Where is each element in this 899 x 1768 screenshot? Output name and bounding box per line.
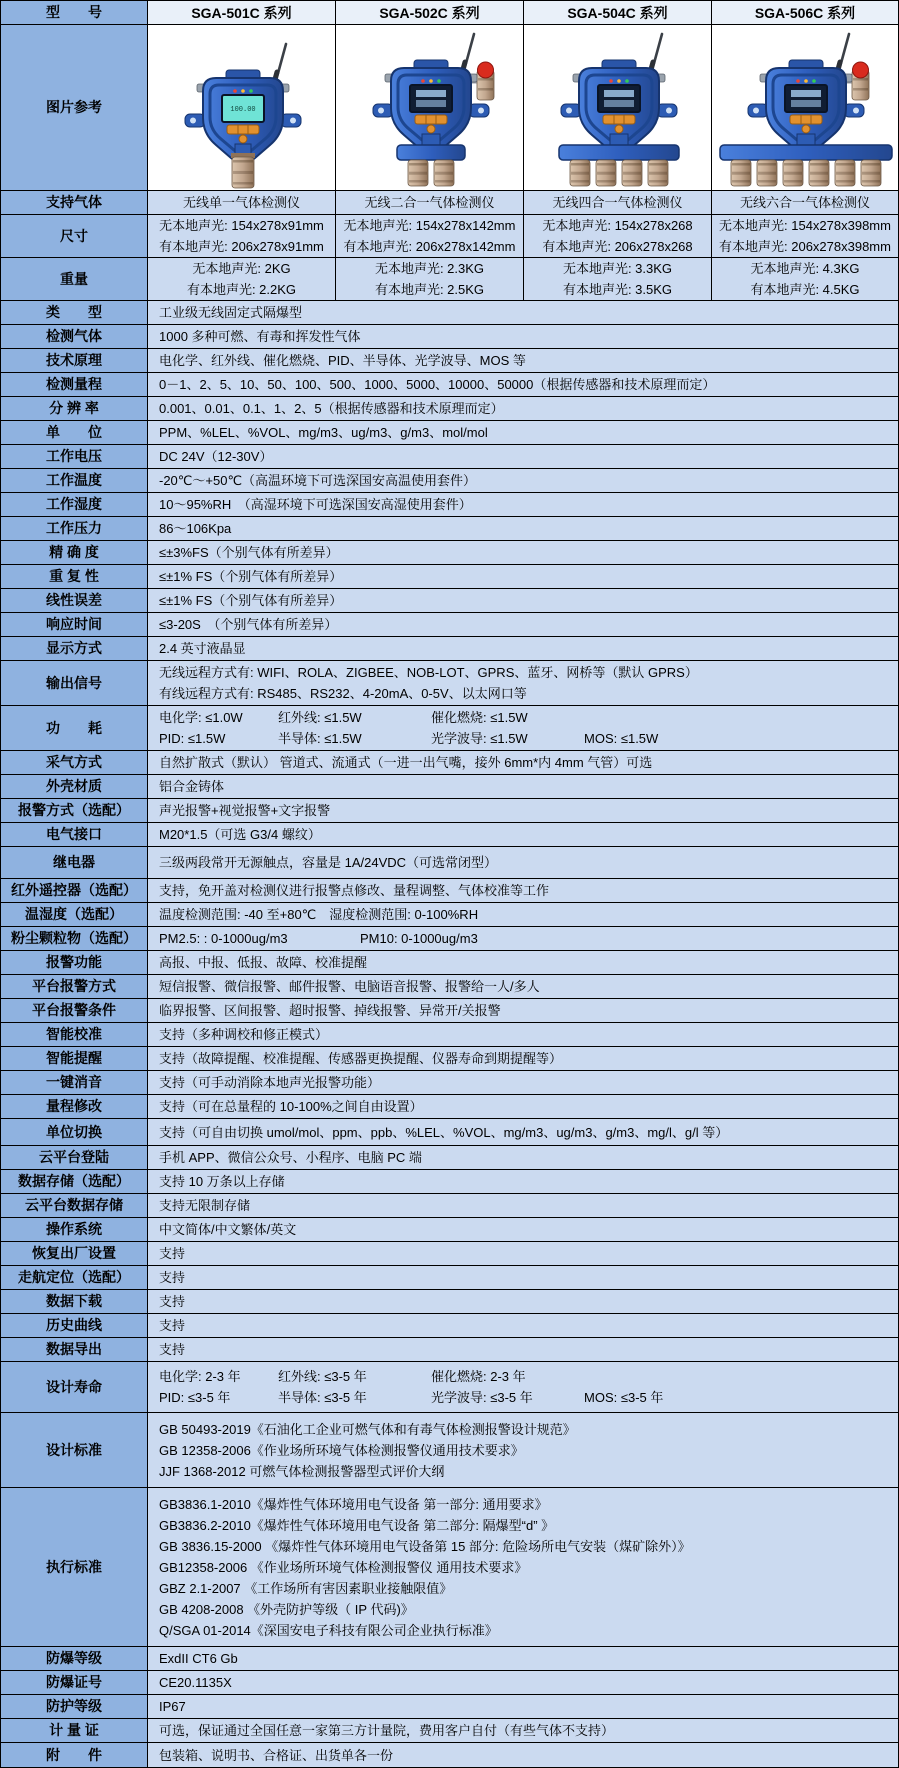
row-label: 精 确 度 — [1, 541, 148, 564]
row-label: 单位切换 — [1, 1119, 148, 1145]
spec-cell-line: 无线四合一气体检测仪 — [552, 195, 683, 210]
row-label: 检测气体 — [1, 325, 148, 348]
spec-value-line: 无线远程方式有: WIFI、ROLA、ZIGBEE、NOB-LOT、GPRS、蓝牙、网桥等（默认 GPRS） — [159, 665, 698, 680]
spec-value-line: 86～106Kpa — [159, 521, 232, 536]
spec-value — [148, 493, 898, 516]
spec-value-segment: PM2.5: : 0-1000ug/m3 — [159, 931, 288, 946]
spec-value-line: 支持无限制存储 — [159, 1198, 251, 1213]
spec-value — [148, 1023, 898, 1046]
spec-value — [148, 951, 898, 974]
spec-value-line: GB 50493-2019《石油化工企业可燃气体和有毒气体检测报警设计规范》 — [159, 1421, 576, 1437]
spec-row — [1, 517, 898, 541]
spec-value-line: 支持（可自由切换 umol/mol、ppm、ppb、%LEL、%VOL、mg/m3、ug/m3、g/m3、mg/l、g/l 等） — [159, 1124, 729, 1140]
spec-value-segment: 半导体: ≤1.5W — [278, 731, 362, 746]
spec-value-line — [159, 1387, 898, 1408]
spec-cell-line: 无线六合一气体检测仪 — [739, 195, 870, 210]
spec-value-line: 支持（故障提醒、校准提醒、传感器更换提醒、仪器寿命到期提醒等） — [159, 1051, 563, 1066]
row-label: 温湿度（选配） — [1, 903, 148, 926]
spec-value — [148, 1719, 898, 1742]
row-label: 工作压力 — [1, 517, 148, 540]
spec-value-segment: 电化学: ≤1.0W — [159, 710, 243, 725]
spec-value-line: GB3836.2-2010《爆炸性气体环境用电气设备 第二部分: 隔爆型“d” 》 — [159, 1517, 555, 1533]
row-label: 计 量 证 — [1, 1719, 148, 1742]
spec-value-segment: 催化燃烧: ≤1.5W — [431, 710, 528, 725]
spec-value-line: 支持 — [159, 1294, 186, 1309]
row-label: 类 型 — [1, 301, 148, 324]
spec-value-line: 支持 10 万条以上存储 — [159, 1174, 285, 1189]
spec-value-segment: 红外线: ≤1.5W — [278, 710, 362, 725]
spec-cell — [336, 191, 524, 214]
spec-cell-line: 无线单一气体检测仪 — [182, 195, 300, 210]
spec-row — [1, 1488, 898, 1647]
spec-value-line: 有线远程方式有: RS485、RS232、4-20mA、0-5V、以太网口等 — [159, 686, 527, 701]
spec-row — [1, 191, 898, 215]
spec-cell-line: 有本地声光: 2.5KG — [374, 282, 485, 297]
row-label: 走航定位（选配） — [1, 1266, 148, 1289]
row-label: 分 辨 率 — [1, 397, 148, 420]
spec-cell — [524, 191, 712, 214]
spec-value — [148, 1338, 898, 1361]
wireless-single-gas-detector-photo — [148, 25, 336, 190]
spec-value-line: 温度检测范围: -40 至+80℃ 湿度检测范围: 0-100%RH — [159, 907, 479, 922]
row-label: 智能校准 — [1, 1023, 148, 1046]
spec-value-segment: 半导体: ≤3-5 年 — [278, 1390, 367, 1405]
spec-value — [148, 999, 898, 1022]
spec-value-segment: 光学波导: ≤1.5W — [431, 731, 528, 746]
spec-value — [148, 1647, 898, 1670]
row-label: 平台报警方式 — [1, 975, 148, 998]
spec-cell — [148, 258, 336, 300]
row-label: 云平台登陆 — [1, 1146, 148, 1169]
model-column-header: SGA-504C 系列 — [524, 1, 712, 24]
spec-value — [148, 1242, 898, 1265]
spec-cell-line: 有本地声光: 206x278x268 — [542, 239, 693, 254]
spec-value — [148, 1362, 898, 1412]
spec-cell — [336, 215, 524, 257]
wireless-2in1-gas-detector-photo — [337, 28, 523, 190]
spec-value — [148, 1695, 898, 1718]
spec-row — [1, 1362, 898, 1413]
spec-value-line: 三级两段常开无源触点，容量是 1A/24VDC（可选常闭型） — [159, 855, 498, 870]
spec-value-line: 手机 APP、微信公众号、小程序、电脑 PC 端 — [159, 1150, 422, 1165]
spec-value-line: M20*1.5（可选 G3/4 螺纹） — [159, 827, 321, 842]
row-label: 外壳材质 — [1, 775, 148, 798]
svg-text:100.00: 100.00 — [229, 106, 256, 114]
spec-value — [148, 1146, 898, 1169]
row-label: 采气方式 — [1, 751, 148, 774]
row-label: 防爆证号 — [1, 1671, 148, 1694]
spec-value-line: 声光报警+视觉报警+文字报警 — [159, 803, 331, 818]
spec-value-line: 铝合金铸体 — [159, 779, 225, 794]
spec-row — [1, 847, 898, 879]
spec-row — [1, 215, 898, 258]
row-label: 电气接口 — [1, 823, 148, 846]
row-label: 量程修改 — [1, 1095, 148, 1118]
row-label: 智能提醒 — [1, 1047, 148, 1070]
row-label: 报警方式（选配） — [1, 799, 148, 822]
spec-value-line: GB3836.1-2010《爆炸性气体环境用电气设备 第一部分: 通用要求》 — [159, 1496, 548, 1512]
spec-cell-line: 有本地声光: 206x278x91mm — [159, 239, 324, 254]
spec-value-segment: 红外线: ≤3-5 年 — [278, 1369, 367, 1384]
row-label: 重 复 性 — [1, 565, 148, 588]
spec-value-segment: 催化燃烧: 2-3 年 — [431, 1369, 526, 1384]
spec-cell-line: 无本地声光: 3.3KG — [562, 261, 673, 276]
spec-value — [148, 751, 898, 774]
spec-value — [148, 541, 898, 564]
spec-value-line: 支持，免开盖对检测仪进行报警点修改、量程调整、气体校准等工作 — [159, 883, 550, 898]
spec-value-line: 支持 — [159, 1270, 186, 1285]
spec-value-line: 0－1、2、5、10、50、100、500、1000、5000、10000、50000（根据传感器和技术原理而定） — [159, 377, 716, 392]
spec-value — [148, 1290, 898, 1313]
spec-row — [1, 349, 898, 373]
spec-row — [1, 1413, 898, 1488]
wireless-4in1-gas-detector-photo — [524, 25, 712, 190]
spec-cell — [148, 191, 336, 214]
spec-cell-line: 无本地声光: 2KG — [192, 261, 291, 276]
spec-cell-line: 有本地声光: 206x278x398mm — [719, 239, 891, 254]
spec-value-segment: MOS: ≤1.5W — [584, 731, 659, 746]
spec-row — [1, 661, 898, 706]
image-row-label: 图片参考 — [1, 25, 148, 190]
spec-value — [148, 613, 898, 636]
spec-value-line: PPM、%LEL、%VOL、mg/m3、ug/m3、g/m3、mol/mol — [159, 425, 488, 440]
wireless-6in1-gas-detector-photo — [712, 25, 898, 190]
spec-row — [1, 1146, 898, 1170]
row-label: 附 件 — [1, 1743, 148, 1767]
spec-value — [148, 823, 898, 846]
spec-row — [1, 751, 898, 775]
spec-row — [1, 823, 898, 847]
row-label: 设计寿命 — [1, 1362, 148, 1412]
row-label: 红外遥控器（选配） — [1, 879, 148, 902]
spec-value — [148, 903, 898, 926]
spec-row — [1, 397, 898, 421]
spec-row — [1, 301, 898, 325]
spec-value — [148, 775, 898, 798]
spec-value — [148, 397, 898, 420]
spec-row — [1, 1647, 898, 1671]
row-label: 工作温度 — [1, 469, 148, 492]
spec-value-segment: PID: ≤1.5W — [159, 731, 226, 746]
spec-row — [1, 541, 898, 565]
spec-value — [148, 1071, 898, 1094]
spec-value-line: GB 4208-2008 《外壳防护等级（ IP 代码)》 — [159, 1601, 414, 1617]
spec-row — [1, 1194, 898, 1218]
spec-cell-line: 有本地声光: 3.5KG — [562, 282, 673, 297]
spec-value-line — [159, 928, 898, 949]
spec-row — [1, 613, 898, 637]
spec-value-line: ExdII CT6 Gb — [159, 1651, 238, 1666]
spec-value — [148, 373, 898, 396]
spec-value-line: CE20.1135X — [159, 1675, 232, 1690]
spec-value-line: 自然扩散式（默认） 管道式、流通式（一进一出气嘴，接外 6mm*内 4mm 气管）可选 — [159, 755, 653, 770]
spec-value-line: 工业级无线固定式隔爆型 — [159, 305, 303, 320]
row-label: 设计标准 — [1, 1413, 148, 1487]
spec-value — [148, 1218, 898, 1241]
model-column-header: SGA-506C 系列 — [712, 1, 898, 24]
spec-value — [148, 349, 898, 372]
spec-row — [1, 1671, 898, 1695]
spec-row — [1, 445, 898, 469]
row-label: 工作电压 — [1, 445, 148, 468]
wireless-6in1-gas-detector-photo — [712, 28, 898, 190]
model-column-header: SGA-501C 系列 — [148, 1, 336, 24]
spec-value-segment: 电化学: 2-3 年 — [159, 1369, 241, 1384]
row-label: 线性误差 — [1, 589, 148, 612]
row-label: 继电器 — [1, 847, 148, 878]
spec-value — [148, 1095, 898, 1118]
row-label: 技术原理 — [1, 349, 148, 372]
spec-cell — [524, 215, 712, 257]
spec-value — [148, 565, 898, 588]
row-label: 执行标准 — [1, 1488, 148, 1646]
spec-row — [1, 999, 898, 1023]
spec-row — [1, 903, 898, 927]
spec-value-line: 支持（可手动消除本地声光报警功能） — [159, 1075, 381, 1090]
wireless-single-gas-detector-photo — [149, 28, 335, 190]
row-label: 数据存储（选配） — [1, 1170, 148, 1193]
spec-value-line: Q/SGA 01-2014《深国安电子科技有限公司企业执行标准》 — [159, 1622, 498, 1638]
spec-value-line — [159, 728, 898, 749]
row-label: 数据导出 — [1, 1338, 148, 1361]
row-label: 功 耗 — [1, 706, 148, 750]
spec-value-line: ≤±1% FS（个别气体有所差异） — [159, 593, 343, 608]
spec-row — [1, 565, 898, 589]
spec-value — [148, 1194, 898, 1217]
spec-cell — [712, 258, 898, 300]
spec-cell-line: 无线二合一气体检测仪 — [364, 195, 495, 210]
spec-value-line: 短信报警、微信报警、邮件报警、电脑语音报警、报警给一人/多人 — [159, 979, 540, 994]
spec-value — [148, 799, 898, 822]
row-label: 平台报警条件 — [1, 999, 148, 1022]
spec-row — [1, 1719, 898, 1743]
spec-value-segment: PID: ≤3-5 年 — [159, 1390, 231, 1405]
row-label: 报警功能 — [1, 951, 148, 974]
spec-row — [1, 493, 898, 517]
spec-row — [1, 1743, 898, 1767]
spec-value — [148, 1170, 898, 1193]
spec-value — [148, 847, 898, 878]
spec-value-segment — [584, 707, 898, 728]
spec-row — [1, 951, 898, 975]
spec-row — [1, 1023, 898, 1047]
spec-value-line: 支持 — [159, 1318, 186, 1333]
image-reference-row — [1, 25, 898, 191]
spec-row — [1, 1266, 898, 1290]
spec-value-line: 高报、中报、低报、故障、校准提醒 — [159, 955, 368, 970]
spec-cell-line: 无本地声光: 154x278x268 — [542, 218, 693, 233]
spec-value — [148, 1488, 898, 1646]
spec-row — [1, 1095, 898, 1119]
spec-value-line: ≤±1% FS（个别气体有所差异） — [159, 569, 343, 584]
spec-value-line: 0.001、0.01、0.1、1、2、5（根据传感器和技术原理而定） — [159, 401, 504, 416]
spec-value — [148, 469, 898, 492]
spec-row — [1, 927, 898, 951]
row-label: 输出信号 — [1, 661, 148, 705]
spec-value — [148, 325, 898, 348]
wireless-2in1-gas-detector-photo — [336, 25, 524, 190]
table-header-row — [1, 1, 898, 25]
spec-cell-line: 无本地声光: 4.3KG — [750, 261, 860, 276]
spec-row — [1, 258, 898, 301]
spec-row — [1, 421, 898, 445]
spec-value — [148, 1047, 898, 1070]
spec-value — [148, 1743, 898, 1767]
spec-value — [148, 1119, 898, 1145]
spec-value-line: -20℃～+50℃（高温环境下可选深国安高温使用套件） — [159, 473, 477, 488]
spec-value-line — [159, 1366, 898, 1387]
wireless-4in1-gas-detector-photo — [525, 28, 711, 190]
spec-row — [1, 1338, 898, 1362]
row-label: 尺寸 — [1, 215, 148, 257]
spec-cell-line: 无本地声光: 154x278x142mm — [343, 218, 516, 233]
spec-row — [1, 589, 898, 613]
spec-cell-line: 无本地声光: 2.3KG — [374, 261, 485, 276]
spec-value-line: ≤3-20S （个别气体有所差异） — [159, 617, 338, 632]
spec-value — [148, 975, 898, 998]
spec-row — [1, 1242, 898, 1266]
row-label: 一键消音 — [1, 1071, 148, 1094]
row-label: 云平台数据存储 — [1, 1194, 148, 1217]
spec-cell — [524, 258, 712, 300]
spec-value — [148, 706, 898, 750]
row-label: 支持气体 — [1, 191, 148, 214]
spec-row — [1, 799, 898, 823]
spec-value — [148, 1266, 898, 1289]
spec-value — [148, 589, 898, 612]
row-label: 重量 — [1, 258, 148, 300]
spec-value-line: GB12358-2006 《作业场所环境气体检测报警仪 通用技术要求》 — [159, 1559, 528, 1575]
model-column-header: SGA-502C 系列 — [336, 1, 524, 24]
spec-row — [1, 373, 898, 397]
spec-value — [148, 879, 898, 902]
row-label: 防爆等级 — [1, 1647, 148, 1670]
spec-row — [1, 1119, 898, 1146]
spec-value-line: 2.4 英寸液晶显 — [159, 641, 246, 656]
spec-value-line: ≤±3%FS（个别气体有所差异） — [159, 545, 339, 560]
spec-value-line: JJF 1368-2012 可燃气体检测报警器型式评价大纲 — [159, 1463, 445, 1479]
row-label: 粉尘颗粒物（选配） — [1, 927, 148, 950]
row-label: 数据下载 — [1, 1290, 148, 1313]
spec-value-line: 支持 — [159, 1342, 186, 1357]
spec-cell — [148, 215, 336, 257]
spec-value — [148, 927, 898, 950]
row-label: 显示方式 — [1, 637, 148, 660]
spec-cell-line: 无本地声光: 154x278x91mm — [159, 218, 324, 233]
spec-cell-line: 无本地声光: 154x278x398mm — [719, 218, 891, 233]
spec-row — [1, 975, 898, 999]
spec-value — [148, 1671, 898, 1694]
spec-row — [1, 469, 898, 493]
spec-row — [1, 1047, 898, 1071]
spec-row — [1, 775, 898, 799]
spec-row — [1, 1071, 898, 1095]
spec-value-line: 支持（多种调校和修正模式） — [159, 1027, 329, 1042]
row-label: 操作系统 — [1, 1218, 148, 1241]
spec-value — [148, 445, 898, 468]
spec-value-line: IP67 — [159, 1699, 186, 1714]
spec-value-segment — [584, 1366, 898, 1387]
spec-cell-line: 有本地声光: 2.2KG — [186, 282, 297, 297]
spec-row — [1, 637, 898, 661]
spec-value-line: 10～95%RH （高湿环境下可选深国安高湿使用套件） — [159, 497, 472, 512]
row-label: 恢复出厂设置 — [1, 1242, 148, 1265]
spec-value-line: GB 12358-2006《作业场所环境气体检测报警仪通用技术要求》 — [159, 1442, 524, 1458]
spec-value-line — [159, 707, 898, 728]
spec-value — [148, 1413, 898, 1487]
spec-cell — [336, 258, 524, 300]
spec-cell-line: 有本地声光: 4.5KG — [750, 282, 860, 297]
spec-value-segment: 光学波导: ≤3-5 年 — [431, 1390, 533, 1405]
spec-cell — [712, 191, 898, 214]
spec-value — [148, 517, 898, 540]
spec-value — [148, 1314, 898, 1337]
spec-value — [148, 637, 898, 660]
model-header-label: 型 号 — [1, 1, 148, 24]
row-label: 防护等级 — [1, 1695, 148, 1718]
spec-row — [1, 1170, 898, 1194]
spec-row — [1, 1314, 898, 1338]
spec-value-line: 临界报警、区间报警、超时报警、掉线报警、异常开/关报警 — [159, 1003, 501, 1018]
spec-cell-line: 有本地声光: 206x278x142mm — [343, 239, 516, 254]
spec-row — [1, 879, 898, 903]
spec-row — [1, 706, 898, 751]
spec-row — [1, 1290, 898, 1314]
row-label: 历史曲线 — [1, 1314, 148, 1337]
spec-value-segment: PM10: 0-1000ug/m3 — [360, 931, 478, 946]
spec-value — [148, 301, 898, 324]
spec-value-line: 支持 — [159, 1246, 186, 1261]
spec-value — [148, 661, 898, 705]
row-label: 检测量程 — [1, 373, 148, 396]
spec-value-line: GBZ 2.1-2007 《工作场所有害因素职业接触限值》 — [159, 1580, 453, 1596]
spec-value-line: 电化学、红外线、催化燃烧、PID、半导体、光学波导、MOS 等 — [159, 353, 526, 368]
spec-value-segment: MOS: ≤3-5 年 — [584, 1390, 664, 1405]
spec-row — [1, 1218, 898, 1242]
row-label: 响应时间 — [1, 613, 148, 636]
row-label: 工作湿度 — [1, 493, 148, 516]
spec-cell — [712, 215, 898, 257]
spec-row — [1, 1695, 898, 1719]
spec-row — [1, 325, 898, 349]
spec-value-line: 支持（可在总量程的 10-100%之间自由设置） — [159, 1099, 423, 1114]
spec-value-line: 中文简体/中文繁体/英文 — [159, 1222, 297, 1237]
spec-value-line: GB 3836.15-2000 《爆炸性气体环境用电气设备第 15 部分: 危险场所电气安装（煤矿除外）》 — [159, 1538, 691, 1554]
spec-value-line: 1000 多种可燃、有毒和挥发性气体 — [159, 329, 361, 344]
spec-value — [148, 421, 898, 444]
spec-value-line: 包装箱、说明书、合格证、出货单各一份 — [159, 1747, 394, 1763]
spec-value-line: DC 24V（12-30V） — [159, 449, 273, 464]
row-label: 单 位 — [1, 421, 148, 444]
spec-value-line: 可选，保证通过全国任意一家第三方计量院，费用客户自付（有些气体不支持） — [159, 1723, 615, 1738]
